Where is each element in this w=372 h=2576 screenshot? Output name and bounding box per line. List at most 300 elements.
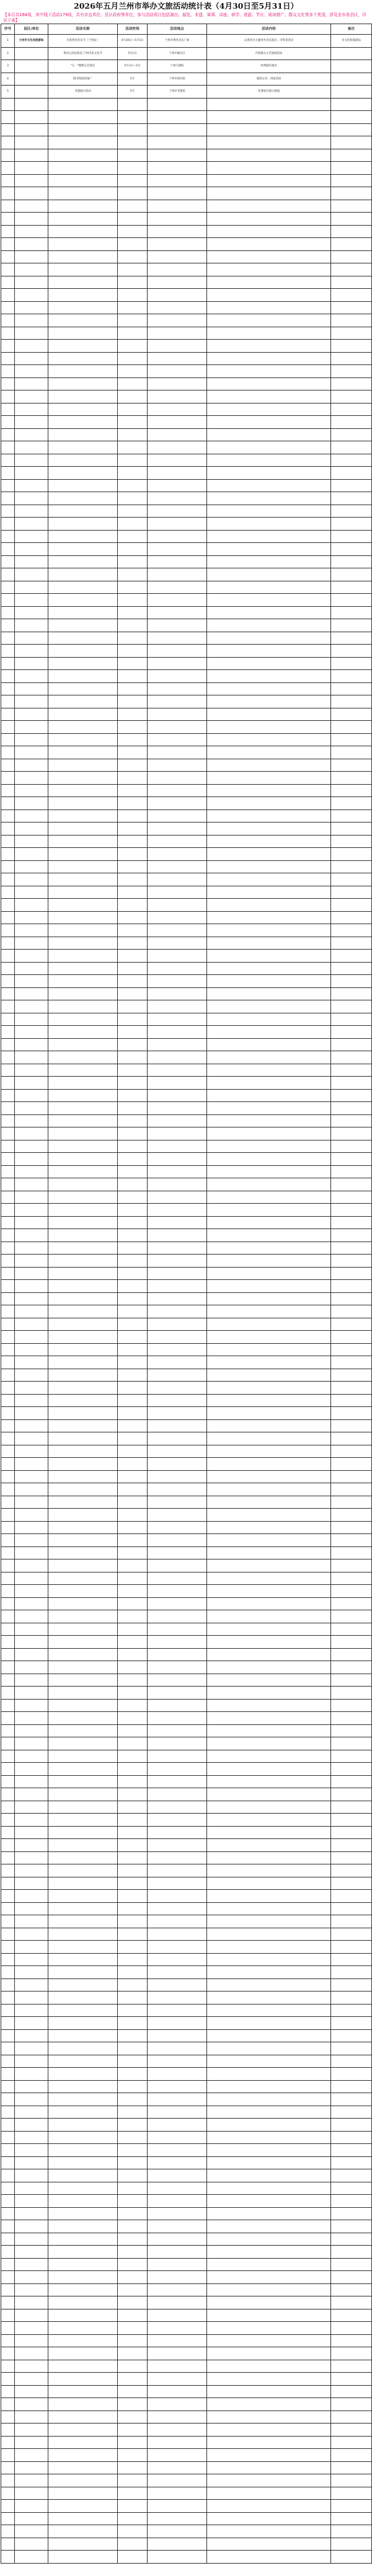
blank-cell — [15, 721, 48, 734]
blank-cell — [118, 454, 148, 467]
blank-cell — [331, 1229, 372, 1242]
blank-cell — [15, 1712, 48, 1725]
column-header: 活动名称 — [48, 24, 118, 35]
blank-cell — [1, 2271, 15, 2284]
blank-cell — [48, 276, 118, 289]
table-row-blank — [1, 1687, 372, 1700]
blank-cell — [207, 746, 331, 759]
blank-cell — [118, 1064, 148, 1077]
blank-cell — [48, 2271, 118, 2284]
blank-cell — [118, 1191, 148, 1204]
blank-cell — [118, 2500, 148, 2513]
table-row-blank — [1, 1953, 372, 1966]
blank-cell — [331, 123, 372, 136]
blank-cell — [148, 1877, 207, 1890]
blank-cell — [15, 200, 48, 213]
row-activity-name: 非遗展示活动 — [48, 86, 118, 99]
blank-cell — [331, 1255, 372, 1268]
blank-cell — [118, 1648, 148, 1661]
table-row-blank — [1, 2156, 372, 2169]
blank-cell — [1, 772, 15, 785]
blank-cell — [1, 1127, 15, 1140]
table-row-blank — [1, 441, 372, 454]
blank-cell — [48, 1077, 118, 1090]
blank-cell — [1, 2449, 15, 2462]
blank-cell — [207, 1394, 331, 1407]
blank-cell — [148, 1737, 207, 1750]
blank-cell — [118, 886, 148, 899]
blank-cell — [118, 1788, 148, 1801]
table-row-blank — [1, 1114, 372, 1127]
table-row-blank — [1, 123, 372, 136]
blank-cell — [15, 1114, 48, 1127]
blank-cell — [331, 1267, 372, 1280]
blank-cell — [331, 530, 372, 543]
blank-cell — [331, 416, 372, 429]
blank-cell — [1, 2080, 15, 2093]
blank-cell — [1, 1687, 15, 1700]
blank-cell — [15, 1966, 48, 1979]
blank-cell — [48, 1915, 118, 1928]
blank-cell — [118, 555, 148, 568]
blank-cell — [207, 721, 331, 734]
blank-cell — [118, 1114, 148, 1127]
blank-cell — [118, 2093, 148, 2106]
blank-cell — [118, 809, 148, 823]
table-row-blank — [1, 2029, 372, 2042]
blank-cell — [207, 441, 331, 454]
blank-cell — [118, 2309, 148, 2322]
table-row-blank — [1, 784, 372, 797]
blank-cell — [1, 479, 15, 492]
blank-cell — [207, 645, 331, 658]
blank-cell — [1, 225, 15, 238]
blank-cell — [48, 1546, 118, 1559]
blank-cell — [118, 2322, 148, 2335]
blank-cell — [148, 187, 207, 200]
blank-cell — [48, 2169, 118, 2182]
blank-cell — [148, 1305, 207, 1318]
blank-cell — [118, 619, 148, 632]
blank-cell — [48, 1216, 118, 1229]
blank-cell — [15, 454, 48, 467]
blank-cell — [48, 1775, 118, 1788]
blank-cell — [331, 1864, 372, 1877]
blank-cell — [1, 835, 15, 848]
blank-cell — [148, 555, 207, 568]
blank-cell — [207, 873, 331, 886]
blank-cell — [331, 2131, 372, 2144]
blank-cell — [48, 1750, 118, 1763]
table-row-blank — [1, 2360, 372, 2373]
blank-cell — [1, 1801, 15, 1814]
blank-cell — [207, 2131, 331, 2144]
blank-cell — [48, 1331, 118, 1344]
blank-cell — [118, 2119, 148, 2132]
blank-cell — [48, 213, 118, 226]
blank-cell — [207, 568, 331, 581]
blank-cell — [331, 873, 372, 886]
blank-cell — [1, 428, 15, 441]
blank-cell — [15, 606, 48, 619]
blank-cell — [48, 1674, 118, 1687]
blank-cell — [1, 276, 15, 289]
blank-cell — [331, 2042, 372, 2055]
blank-cell — [331, 1051, 372, 1064]
table-row-blank — [1, 2334, 372, 2347]
table-row-blank — [1, 1445, 372, 1458]
blank-cell — [1, 886, 15, 899]
blank-cell — [15, 276, 48, 289]
blank-cell — [48, 1229, 118, 1242]
blank-cell — [207, 238, 331, 251]
blank-cell — [207, 2500, 331, 2513]
blank-cell — [1, 149, 15, 162]
row-remark — [331, 86, 372, 99]
blank-cell — [148, 136, 207, 149]
blank-cell — [331, 1407, 372, 1420]
blank-cell — [331, 111, 372, 124]
blank-cell — [15, 441, 48, 454]
blank-cell — [207, 1102, 331, 1115]
blank-cell — [118, 975, 148, 988]
blank-cell — [331, 1089, 372, 1102]
blank-cell — [207, 1928, 331, 1941]
blank-cell — [48, 2258, 118, 2271]
blank-cell — [148, 1153, 207, 1166]
blank-cell — [118, 2029, 148, 2042]
blank-cell — [207, 492, 331, 505]
blank-cell — [207, 733, 331, 746]
blank-cell — [148, 2538, 207, 2551]
table-row-blank — [1, 2525, 372, 2538]
blank-cell — [148, 1089, 207, 1102]
blank-cell — [118, 2131, 148, 2144]
blank-cell — [118, 1318, 148, 1331]
blank-cell — [118, 1165, 148, 1178]
blank-cell — [207, 1470, 331, 1483]
blank-cell — [48, 950, 118, 963]
table-row-blank — [1, 1140, 372, 1153]
blank-cell — [48, 1153, 118, 1166]
blank-cell — [331, 2195, 372, 2208]
blank-cell — [148, 2474, 207, 2487]
blank-cell — [1, 1661, 15, 1674]
blank-cell — [148, 454, 207, 467]
blank-cell — [118, 1305, 148, 1318]
blank-cell — [207, 1585, 331, 1598]
blank-cell — [148, 1801, 207, 1814]
blank-cell — [15, 1483, 48, 1496]
column-header: 序号 — [1, 24, 15, 35]
table-row-blank — [1, 1204, 372, 1217]
table-row-blank — [1, 1559, 372, 1573]
blank-cell — [148, 2207, 207, 2220]
blank-cell — [48, 1610, 118, 1623]
blank-cell — [1, 2093, 15, 2106]
table-row-blank — [1, 759, 372, 772]
blank-cell — [15, 1331, 48, 1344]
blank-cell — [1, 1585, 15, 1598]
blank-cell — [148, 2042, 207, 2055]
column-header: 县区/单位 — [15, 24, 48, 35]
blank-cell — [1, 1814, 15, 1827]
blank-cell — [148, 2449, 207, 2462]
blank-cell — [118, 2296, 148, 2309]
blank-cell — [15, 1292, 48, 1305]
blank-cell — [1, 1864, 15, 1877]
table-row-blank — [1, 428, 372, 441]
blank-cell — [118, 1585, 148, 1598]
blank-cell — [207, 1140, 331, 1153]
blank-cell — [48, 2207, 118, 2220]
blank-cell — [207, 1978, 331, 1992]
blank-cell — [331, 657, 372, 670]
blank-cell — [207, 2055, 331, 2068]
blank-cell — [15, 2360, 48, 2373]
blank-cell — [331, 365, 372, 378]
blank-cell — [118, 1013, 148, 1026]
table-row-blank — [1, 1318, 372, 1331]
blank-cell — [148, 428, 207, 441]
blank-cell — [207, 2258, 331, 2271]
blank-cell — [48, 1712, 118, 1725]
blank-cell — [331, 340, 372, 353]
blank-cell — [207, 1839, 331, 1852]
blank-cell — [331, 1877, 372, 1890]
blank-cell — [48, 2029, 118, 2042]
blank-cell — [1, 98, 15, 111]
blank-cell — [48, 1114, 118, 1127]
blank-cell — [148, 2182, 207, 2195]
blank-cell — [48, 111, 118, 124]
blank-cell — [207, 123, 331, 136]
row-remark — [331, 60, 372, 73]
blank-cell — [148, 2156, 207, 2169]
table-row-blank — [1, 2436, 372, 2449]
blank-cell — [207, 606, 331, 619]
blank-cell — [148, 950, 207, 963]
blank-cell — [118, 1127, 148, 1140]
blank-cell — [1, 1966, 15, 1979]
blank-cell — [15, 695, 48, 708]
blank-cell — [1, 899, 15, 912]
blank-cell — [148, 1013, 207, 1026]
blank-cell — [1, 1509, 15, 1522]
blank-cell — [207, 1419, 331, 1432]
blank-cell — [207, 340, 331, 353]
blank-cell — [15, 759, 48, 772]
row-time: 4月30日—5月3日 — [118, 35, 148, 48]
blank-cell — [148, 518, 207, 531]
blank-cell — [48, 149, 118, 162]
blank-cell — [207, 1114, 331, 1127]
blank-cell — [48, 1102, 118, 1115]
blank-cell — [15, 733, 48, 746]
blank-cell — [118, 2334, 148, 2347]
blank-cell — [207, 365, 331, 378]
blank-cell — [48, 987, 118, 1000]
table-row-blank — [1, 276, 372, 289]
blank-cell — [118, 2195, 148, 2208]
blank-cell — [118, 1038, 148, 1051]
table-row-blank — [1, 809, 372, 823]
row-number: 5 — [1, 86, 15, 99]
blank-cell — [118, 1229, 148, 1242]
blank-cell — [118, 2207, 148, 2220]
blank-cell — [15, 1216, 48, 1229]
table-row-blank — [1, 772, 372, 785]
blank-cell — [331, 2411, 372, 2424]
blank-cell — [1, 2322, 15, 2335]
blank-cell — [48, 1521, 118, 1534]
blank-cell — [15, 1839, 48, 1852]
blank-cell — [118, 2246, 148, 2259]
blank-cell — [331, 2156, 372, 2169]
blank-cell — [148, 2093, 207, 2106]
blank-cell — [15, 2055, 48, 2068]
blank-cell — [15, 2195, 48, 2208]
blank-cell — [331, 645, 372, 658]
blank-cell — [1, 759, 15, 772]
blank-cell — [118, 2004, 148, 2017]
table-row-blank — [1, 301, 372, 314]
blank-cell — [15, 2512, 48, 2525]
blank-cell — [15, 390, 48, 404]
blank-cell — [15, 2207, 48, 2220]
blank-cell — [207, 1724, 331, 1737]
table-row-blank — [1, 1000, 372, 1013]
blank-cell — [48, 1343, 118, 1356]
blank-cell — [118, 213, 148, 226]
blank-cell — [48, 645, 118, 658]
blank-cell — [1, 2258, 15, 2271]
table-row-blank — [1, 1165, 372, 1178]
blank-cell — [148, 238, 207, 251]
blank-cell — [15, 2449, 48, 2462]
blank-cell — [118, 759, 148, 772]
blank-cell — [48, 1165, 118, 1178]
blank-cell — [1, 1318, 15, 1331]
table-row-blank — [1, 2512, 372, 2525]
blank-cell — [15, 1775, 48, 1788]
blank-cell — [15, 1902, 48, 1915]
blank-cell — [331, 924, 372, 937]
blank-cell — [207, 2322, 331, 2335]
blank-cell — [15, 314, 48, 327]
blank-cell — [207, 2195, 331, 2208]
blank-cell — [207, 1127, 331, 1140]
blank-cell — [1, 1763, 15, 1776]
blank-cell — [48, 1992, 118, 2005]
blank-cell — [148, 111, 207, 124]
blank-cell — [48, 2017, 118, 2030]
blank-cell — [48, 200, 118, 213]
table-row-blank — [1, 899, 372, 912]
summary-note: 【本月共184场，其中线下活动179场，共有市直单位、县区政府等单位，参与活动项目包括演出、展览、非遗、赛事、讲座、研学、夜游、节庆、阅读推广、群众文化等多个类别，涉及全市各县区，详见下表】 — [3, 12, 366, 23]
blank-cell — [331, 2449, 372, 2462]
blank-cell — [148, 1890, 207, 1903]
table-row-blank — [1, 937, 372, 950]
blank-cell — [207, 619, 331, 632]
blank-cell — [48, 327, 118, 340]
blank-cell — [1, 174, 15, 187]
blank-cell — [148, 2029, 207, 2042]
blank-cell — [148, 2195, 207, 2208]
blank-cell — [15, 1229, 48, 1242]
blank-cell — [1, 1623, 15, 1636]
blank-cell — [331, 289, 372, 302]
blank-cell — [15, 746, 48, 759]
blank-cell — [331, 327, 372, 340]
blank-cell — [207, 823, 331, 836]
table-row-blank — [1, 1712, 372, 1725]
blank-cell — [207, 2347, 331, 2360]
blank-cell — [48, 1623, 118, 1636]
blank-cell — [48, 632, 118, 645]
blank-cell — [331, 1928, 372, 1941]
table-row-blank — [1, 174, 372, 187]
blank-cell — [148, 1331, 207, 1344]
blank-cell — [1, 645, 15, 658]
blank-cell — [207, 1407, 331, 1420]
blank-cell — [207, 2220, 331, 2233]
blank-cell — [15, 1382, 48, 1395]
blank-cell — [207, 1026, 331, 1039]
table-row — [1, 60, 372, 73]
blank-cell — [207, 809, 331, 823]
blank-cell — [118, 708, 148, 721]
blank-cell — [1, 1978, 15, 1992]
blank-cell — [148, 2487, 207, 2500]
blank-cell — [1, 1724, 15, 1737]
blank-cell — [1, 860, 15, 873]
blank-cell — [331, 225, 372, 238]
blank-cell — [148, 2169, 207, 2182]
blank-cell — [48, 2424, 118, 2437]
blank-cell — [15, 962, 48, 975]
blank-cell — [1, 1292, 15, 1305]
blank-cell — [48, 492, 118, 505]
blank-cell — [1, 581, 15, 594]
blank-cell — [118, 1483, 148, 1496]
blank-cell — [1, 1102, 15, 1115]
blank-cell — [148, 911, 207, 924]
blank-cell — [207, 187, 331, 200]
blank-cell — [207, 2283, 331, 2296]
blank-cell — [15, 1992, 48, 2005]
blank-cell — [148, 2106, 207, 2119]
blank-cell — [118, 682, 148, 695]
blank-cell — [207, 1750, 331, 1763]
blank-cell — [48, 428, 118, 441]
table-row-blank — [1, 1775, 372, 1788]
blank-cell — [207, 1597, 331, 1610]
blank-cell — [148, 1496, 207, 1509]
row-place: 兰州市非遗馆 — [148, 86, 207, 99]
blank-cell — [1, 530, 15, 543]
blank-cell — [331, 1763, 372, 1776]
blank-cell — [207, 670, 331, 683]
blank-cell — [118, 2373, 148, 2386]
blank-cell — [48, 365, 118, 378]
blank-cell — [331, 2258, 372, 2271]
blank-cell — [207, 162, 331, 175]
blank-cell — [207, 1267, 331, 1280]
blank-cell — [148, 1343, 207, 1356]
table-row-blank — [1, 746, 372, 759]
row-activity-name: 图书馆阅读推广 — [48, 73, 118, 86]
